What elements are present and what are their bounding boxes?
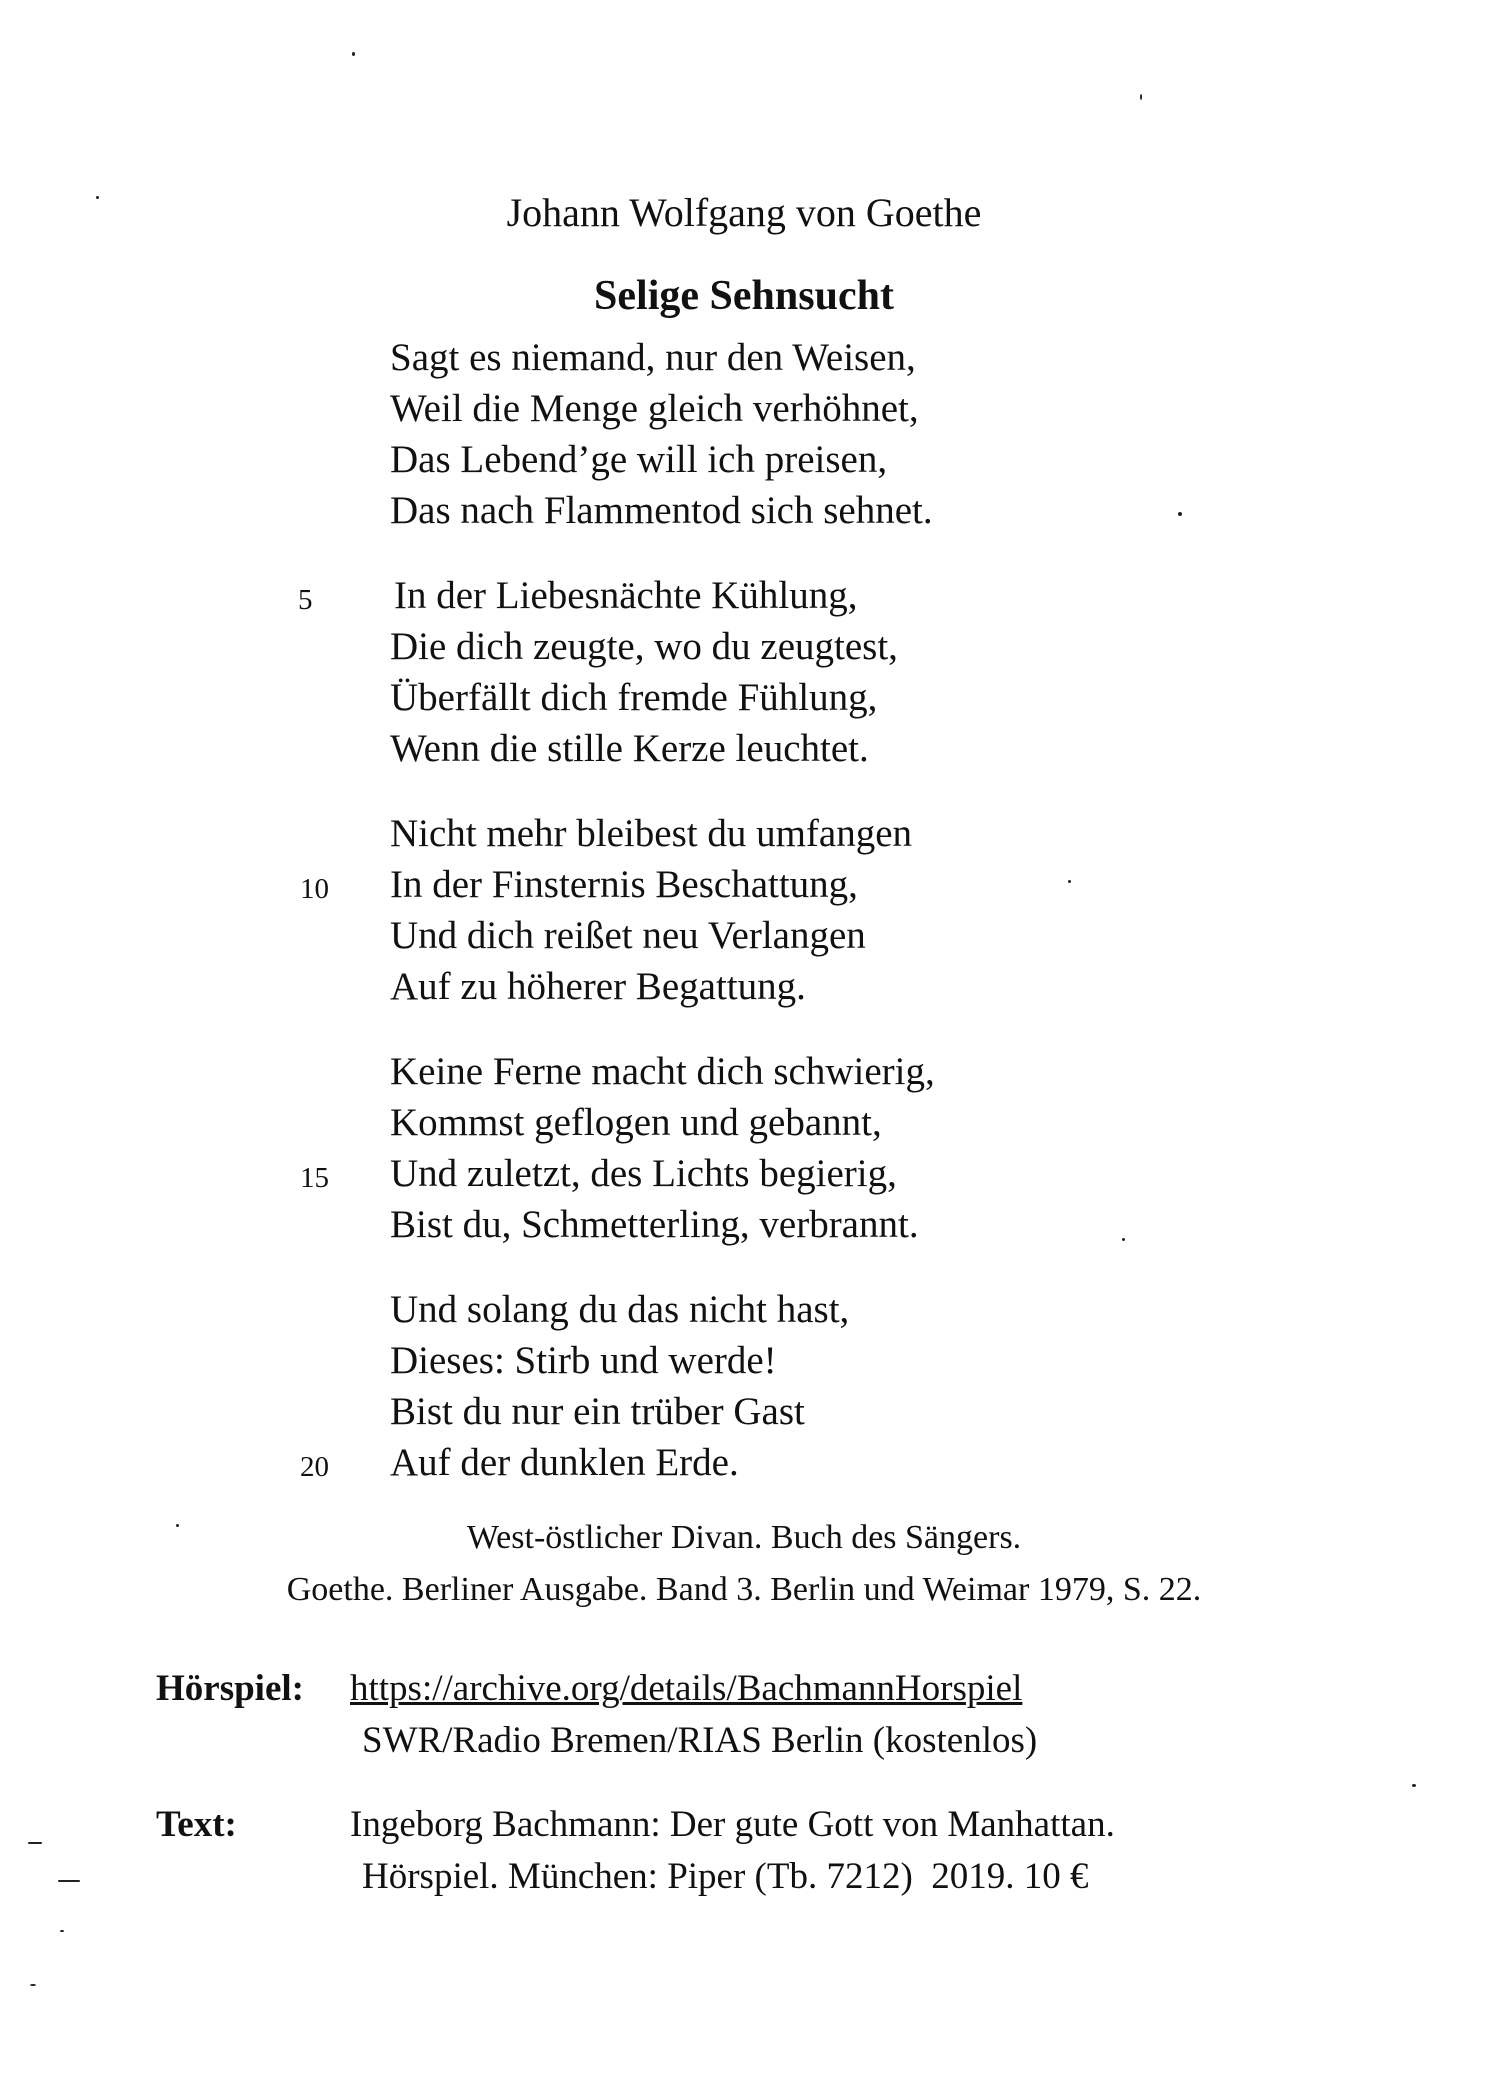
verse-line: In der Liebesnächte Kühlung,: [394, 574, 858, 617]
verse-line: Auf der dunklen Erde.: [390, 1441, 739, 1484]
verse-line: Auf zu höherer Begattung.: [390, 965, 806, 1008]
scan-speck: [1412, 1784, 1416, 1787]
text-label: Text:: [156, 1804, 237, 1845]
verse-line: In der Finsternis Beschattung,: [390, 863, 858, 906]
verse-line: Dieses: Stirb und werde!: [390, 1339, 777, 1382]
scan-speck: [28, 1842, 42, 1844]
verse-line: Überfällt dich fremde Fühlung,: [390, 676, 878, 719]
verse-line: Und solang du das nicht hast,: [390, 1288, 850, 1331]
scan-speck: [96, 196, 99, 199]
scan-speck: [1122, 1238, 1125, 1241]
line-number: 20: [300, 1451, 329, 1483]
verse-line: Und dich reißet neu Verlangen: [390, 914, 866, 957]
verse-line: Nicht mehr bleibest du umfangen: [390, 812, 913, 855]
verse-line: Wenn die stille Kerze leuchtet.: [390, 727, 869, 770]
hoerspiel-label: Hörspiel:: [156, 1668, 304, 1709]
scan-speck: [30, 1984, 36, 1986]
verse-line: Das Lebend’ge will ich preisen,: [390, 438, 888, 481]
scan-speck: [60, 1930, 64, 1932]
scan-speck: [1140, 94, 1142, 100]
verse-line: Sagt es niemand, nur den Weisen,: [390, 336, 916, 379]
poem-author: Johann Wolfgang von Goethe: [506, 190, 982, 235]
scan-speck: [352, 52, 355, 56]
source-line: West-östlicher Divan. Buch des Sängers.: [466, 1519, 1022, 1556]
verse-line: Und zuletzt, des Lichts begierig,: [390, 1152, 897, 1195]
verse-line: Bist du, Schmetterling, verbrannt.: [390, 1203, 919, 1246]
verse-line: Bist du nur ein trüber Gast: [390, 1390, 805, 1433]
hoerspiel-link[interactable]: https://archive.org/details/BachmannHorspiel: [350, 1668, 1023, 1709]
line-number: 10: [300, 873, 329, 905]
scan-speck: [1178, 512, 1182, 516]
hoerspiel-detail: SWR/Radio Bremen/RIAS Berlin (kostenlos): [362, 1720, 1038, 1761]
scan-speck: [176, 1524, 179, 1527]
source-line: Goethe. Berliner Ausgabe. Band 3. Berlin und Weimar 1979, S. 22.: [286, 1571, 1202, 1608]
line-number: 5: [298, 584, 313, 616]
verse-line: Das nach Flammentod sich sehnet.: [390, 489, 933, 532]
verse-line: Die dich zeugte, wo du zeugtest,: [390, 625, 898, 668]
scan-speck: [58, 1880, 80, 1882]
scan-speck: [1068, 880, 1071, 883]
line-number: 15: [300, 1162, 329, 1194]
text-reference-line2: Hörspiel. München: Piper (Tb. 7212) 2019. 10 €: [362, 1856, 1089, 1897]
verse-line: Kommst geflogen und gebannt,: [390, 1101, 882, 1144]
verse-line: Weil die Menge gleich verhöhnet,: [390, 387, 919, 430]
text-reference-line1: Ingeborg Bachmann: Der gute Gott von Manhattan.: [350, 1804, 1115, 1845]
verse-line: Keine Ferne macht dich schwierig,: [390, 1050, 935, 1093]
poem-title: Selige Sehnsucht: [594, 273, 894, 319]
